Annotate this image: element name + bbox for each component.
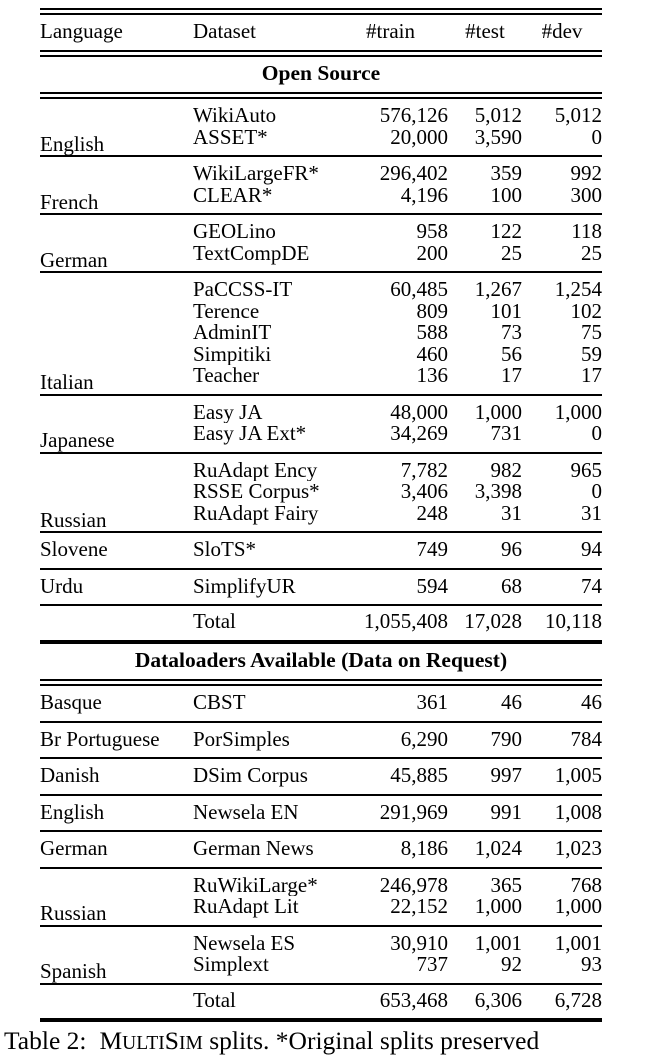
train-cell: 958	[416, 219, 448, 243]
language-cell: German	[40, 836, 108, 860]
table-row	[40, 533, 602, 568]
caption-rest: splits. *Original splits preserved	[202, 1026, 540, 1055]
test-cell: 46	[501, 690, 522, 714]
total-blank-cell	[40, 606, 193, 640]
train-cell: 7,782	[400, 457, 448, 481]
column-header-row	[40, 15, 602, 50]
paper-page	[0, 8, 658, 1060]
table-row	[40, 454, 602, 482]
test-cell: 365	[490, 872, 522, 896]
header-rule-line	[40, 50, 602, 57]
dataset-cell: WikiLargeFR*	[193, 161, 319, 185]
header-rule-cell	[40, 50, 602, 57]
test-cell: 92	[501, 954, 522, 976]
dataset-cell: RSSE Corpus*	[193, 481, 320, 503]
table-row	[40, 396, 602, 424]
test-cell: 991	[490, 799, 522, 824]
test-cell: 982	[490, 457, 522, 481]
test-cell: 997	[490, 763, 522, 787]
test-cell: 1,000	[474, 896, 522, 918]
dataset-cell: PorSimples	[193, 726, 290, 751]
dataset-cell: Easy JA Ext*	[193, 423, 307, 445]
language-cell: Russian	[40, 507, 107, 531]
dataset-cell: Simplext	[193, 954, 269, 976]
total-dev-cell: 10,118	[545, 609, 602, 633]
dev-cell: 93	[581, 954, 602, 976]
total-label-cell: Total	[193, 987, 236, 1012]
total-test-cell: 17,028	[464, 609, 522, 633]
test-cell: 731	[490, 423, 522, 445]
dev-cell: 94	[581, 537, 602, 561]
test-cell: 359	[490, 161, 522, 185]
dev-cell: 118	[571, 219, 602, 243]
dev-cell: 59	[581, 343, 602, 365]
train-cell: 45,885	[390, 763, 448, 787]
dataset-cell: German News	[193, 836, 314, 860]
train-cell: 22,152	[390, 896, 448, 918]
dataset-cell: WikiAuto	[193, 103, 277, 127]
train-cell: 3,406	[400, 481, 448, 503]
table-row	[40, 927, 602, 955]
test-cell: 790	[490, 726, 522, 751]
dataset-cell: TextCompDE	[193, 242, 310, 265]
train-cell: 8,186	[400, 836, 448, 860]
dataset-cell: CBST	[193, 690, 246, 714]
section-header-row	[40, 57, 602, 93]
total-test-cell: 6,306	[474, 987, 522, 1012]
train-cell: 60,485	[390, 277, 448, 301]
table-row	[40, 796, 602, 831]
total-train-cell: 653,468	[379, 987, 448, 1012]
train-cell: 460	[416, 343, 448, 365]
test-cell: 122	[490, 219, 522, 243]
dev-cell: 25	[581, 242, 602, 265]
test-cell: 68	[501, 573, 522, 598]
language-cell: English	[40, 131, 105, 155]
bottom-rule-cell	[40, 1018, 602, 1022]
dataset-cell: Simpitiki	[193, 343, 272, 365]
test-cell: 5,012	[474, 103, 522, 127]
train-cell: 4,196	[400, 184, 448, 207]
dev-cell: 1,008	[554, 799, 602, 824]
table-caption	[4, 1024, 654, 1060]
train-cell: 588	[416, 322, 448, 344]
train-cell: 246,978	[379, 872, 448, 896]
caption-smallcaps-word: MULTISIM	[99, 1026, 203, 1055]
table-row	[40, 215, 602, 243]
column-header-Dataset: Dataset	[193, 19, 256, 43]
total-train-cell: 1,055,408	[364, 609, 448, 633]
test-cell: 96	[501, 537, 522, 561]
dev-cell: 1,000	[554, 896, 602, 918]
train-cell: 296,402	[379, 161, 448, 185]
language-cell: Basque	[40, 690, 102, 714]
train-cell: 749	[416, 537, 448, 561]
dev-cell: 74	[581, 573, 602, 598]
dev-cell: 768	[570, 872, 602, 896]
train-cell: 594	[416, 573, 448, 598]
section-title-rule-cell	[40, 92, 602, 99]
dataset-cell: RuAdapt Fairy	[193, 502, 319, 525]
dev-cell: 31	[581, 502, 602, 525]
test-cell: 31	[501, 502, 522, 525]
train-cell: 30,910	[390, 930, 448, 954]
language-cell: Br Portuguese	[40, 726, 160, 751]
total-row	[40, 985, 602, 1019]
column-header-train: #train	[366, 19, 415, 43]
table-row	[40, 832, 602, 867]
dataset-cell: RuAdapt Lit	[193, 896, 299, 918]
train-cell: 361	[416, 690, 448, 714]
dev-cell: 784	[570, 726, 602, 751]
total-label-cell: Total	[193, 609, 236, 633]
test-cell: 100	[490, 184, 522, 207]
dataset-cell: DSim Corpus	[193, 763, 308, 787]
dev-cell: 75	[581, 322, 602, 344]
dev-cell: 0	[591, 481, 602, 503]
table-row	[40, 723, 602, 758]
dev-cell: 5,012	[554, 103, 602, 127]
section-title-rule-line	[40, 679, 602, 686]
dev-cell: 0	[591, 423, 602, 445]
top-rule	[40, 8, 602, 15]
train-cell: 248	[416, 502, 448, 525]
bottom-rule	[40, 1018, 602, 1022]
test-cell: 17	[501, 365, 522, 387]
test-cell: 1,267	[474, 277, 522, 301]
language-cell: Slovene	[40, 537, 108, 561]
caption-label: Table 2:	[4, 1026, 87, 1055]
table-row	[40, 570, 602, 605]
column-header-Language: Language	[40, 19, 123, 43]
dev-cell: 1,000	[554, 399, 602, 423]
train-cell: 48,000	[390, 399, 448, 423]
dev-cell: 46	[581, 690, 602, 714]
dev-cell: 1,005	[554, 763, 602, 787]
dataset-cell: AdminIT	[193, 322, 272, 344]
dataset-cell: SloTS*	[193, 537, 257, 561]
test-cell: 25	[501, 242, 522, 265]
language-cell: French	[40, 189, 99, 213]
dataset-cell: Teacher	[193, 365, 260, 387]
train-cell: 6,290	[400, 726, 448, 751]
table-row	[40, 759, 602, 794]
test-cell: 1,000	[474, 399, 522, 423]
dev-cell: 300	[570, 184, 602, 207]
dataset-cell: PaCCSS-IT	[193, 277, 293, 301]
section-title-rule-line	[40, 92, 602, 99]
top-rule-cell	[40, 8, 602, 15]
dataset-cell: ASSET*	[193, 126, 268, 149]
table-row	[40, 686, 602, 721]
dev-cell: 1,001	[554, 930, 602, 954]
train-cell: 200	[416, 242, 448, 265]
language-cell: German	[40, 247, 108, 271]
train-cell: 291,969	[379, 799, 448, 824]
total-row	[40, 606, 602, 640]
dataset-cell: GEOLino	[193, 219, 276, 243]
dev-cell: 1,023	[554, 836, 602, 860]
table-row	[40, 99, 602, 127]
test-cell: 56	[501, 343, 522, 365]
total-blank-cell	[40, 985, 193, 1019]
test-cell: 1,001	[474, 930, 522, 954]
bottom-rule-line	[40, 1018, 602, 1022]
total-dev-cell: 6,728	[554, 987, 602, 1012]
train-cell: 34,269	[390, 423, 448, 445]
section-title: Open Source	[261, 60, 381, 85]
section-title-rule	[40, 92, 602, 99]
dataset-cell: Terence	[193, 300, 260, 322]
language-cell: Russian	[40, 901, 107, 925]
test-cell: 73	[501, 322, 522, 344]
language-cell: Danish	[40, 763, 100, 787]
section-header-row	[40, 644, 602, 680]
dataset-cell: CLEAR*	[193, 184, 273, 207]
train-cell: 809	[416, 300, 448, 322]
language-cell: Urdu	[40, 573, 84, 598]
section-title-rule-cell	[40, 679, 602, 686]
test-cell: 101	[490, 300, 522, 322]
header-rule	[40, 50, 602, 57]
splits-table	[40, 8, 602, 1022]
dataset-cell: Easy JA	[193, 399, 263, 423]
table-row	[40, 869, 602, 897]
table-row	[40, 273, 602, 301]
section-title-rule	[40, 679, 602, 686]
train-cell: 20,000	[390, 126, 448, 149]
test-cell: 1,024	[474, 836, 522, 860]
train-cell: 576,126	[379, 103, 448, 127]
test-cell: 3,398	[474, 481, 522, 503]
dataset-cell: Newsela ES	[193, 930, 296, 954]
language-cell: Italian	[40, 370, 94, 394]
table-row	[40, 157, 602, 185]
dev-cell: 102	[570, 300, 602, 322]
dev-cell: 17	[581, 365, 602, 387]
section-title: Dataloaders Available (Data on Request)	[134, 647, 508, 672]
train-cell: 136	[416, 365, 448, 387]
dev-cell: 0	[591, 126, 602, 149]
dev-cell: 965	[570, 457, 602, 481]
train-cell: 737	[416, 954, 448, 976]
dataset-cell: SimplifyUR	[193, 573, 296, 598]
language-cell: Spanish	[40, 959, 107, 983]
dataset-cell: Newsela EN	[193, 799, 299, 824]
dataset-cell: RuWikiLarge*	[193, 872, 318, 896]
language-cell: English	[40, 799, 105, 824]
column-header-test: #test	[465, 19, 505, 43]
language-cell: Japanese	[40, 428, 115, 452]
dev-cell: 992	[570, 161, 602, 185]
dataset-cell: RuAdapt Ency	[193, 457, 318, 481]
column-header-dev: #dev	[541, 19, 583, 43]
top-rule-line	[40, 8, 602, 15]
test-cell: 3,590	[474, 126, 522, 149]
dev-cell: 1,254	[554, 277, 602, 301]
